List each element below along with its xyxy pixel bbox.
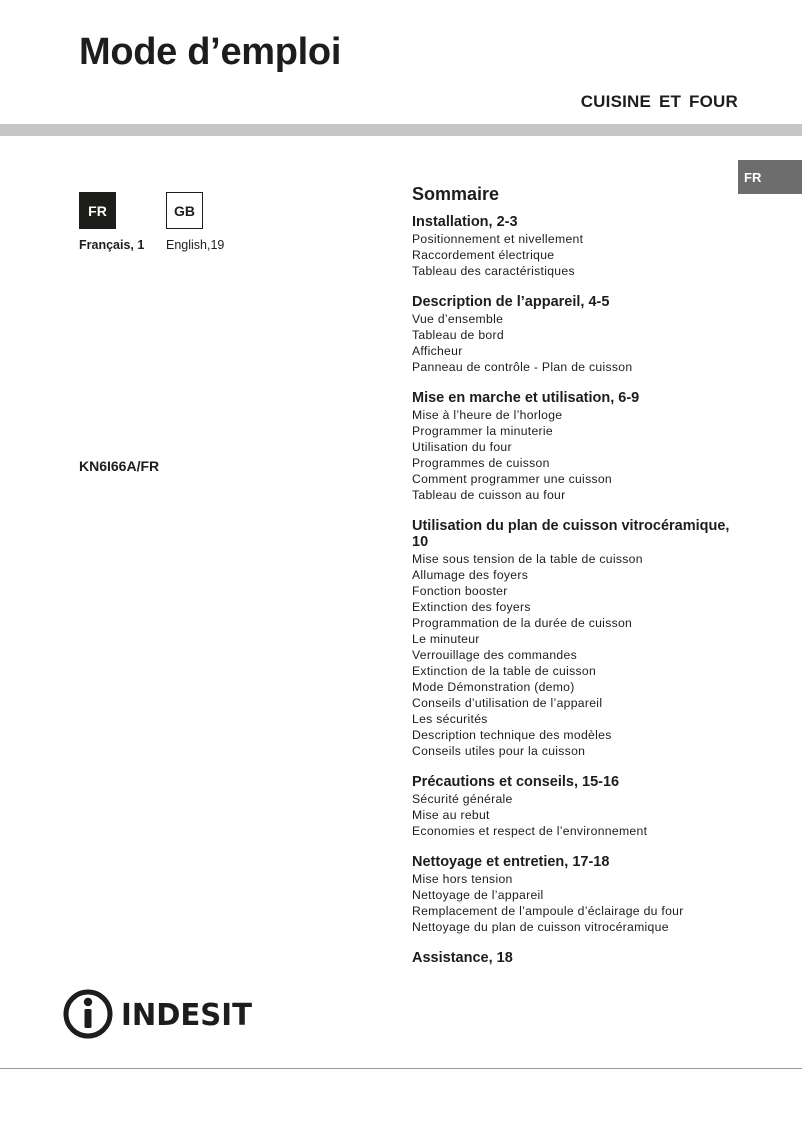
toc-item[interactable]: Comment programmer une cuisson: [412, 472, 613, 486]
toc-item-list: [412, 791, 732, 839]
toc-item[interactable]: Programmer la minuterie: [412, 424, 554, 438]
language-fr-button[interactable]: FR: [79, 192, 116, 229]
page-subtitle: CUISINE ET FOUR: [580, 92, 738, 111]
toc-item-list: [412, 407, 732, 503]
toc-section-heading[interactable]: Installation, 2-3: [412, 214, 518, 230]
toc-item[interactable]: Programmation de la durée de cuisson: [412, 616, 633, 630]
header-divider-band: [0, 124, 802, 136]
toc-item[interactable]: Description technique des modèles: [412, 728, 612, 742]
toc-item[interactable]: Economies et respect de l’environnement: [412, 824, 648, 838]
footer-divider: [0, 1068, 802, 1069]
toc-section-heading[interactable]: Utilisation du plan de cuisson vitrocéramique, 10: [412, 518, 730, 550]
toc-item[interactable]: Conseils d’utilisation de l’appareil: [412, 696, 603, 710]
toc-item[interactable]: Conseils utiles pour la cuisson: [412, 744, 586, 758]
toc-item[interactable]: Nettoyage du plan de cuisson vitrocéramique: [412, 920, 669, 934]
toc-item[interactable]: Positionnement et nivellement: [412, 232, 584, 246]
toc-item[interactable]: Panneau de contrôle - Plan de cuisson: [412, 360, 633, 374]
toc-section: [412, 774, 732, 839]
toc-item[interactable]: Utilisation du four: [412, 440, 512, 454]
toc-item[interactable]: Mise sous tension de la table de cuisson: [412, 552, 643, 566]
toc-item[interactable]: Sécurité générale: [412, 792, 513, 806]
language-gb-label[interactable]: English,19: [166, 238, 225, 252]
page-title: Mode d’emploi: [79, 31, 342, 73]
toc-item[interactable]: Tableau de cuisson au four: [412, 488, 566, 502]
toc-item[interactable]: Mise à l’heure de l’horloge: [412, 408, 563, 422]
toc-item-list: [412, 231, 732, 279]
toc-section: [412, 390, 732, 503]
toc-item[interactable]: Mode Démonstration (demo): [412, 680, 575, 694]
toc-item[interactable]: Raccordement électrique: [412, 248, 555, 262]
toc-section-heading[interactable]: Nettoyage et entretien, 17-18: [412, 854, 610, 870]
toc-item[interactable]: Mise hors tension: [412, 872, 513, 886]
toc-item[interactable]: Vue d’ensemble: [412, 312, 504, 326]
toc-item-list: [412, 551, 732, 759]
toc-item[interactable]: Les sécurités: [412, 712, 488, 726]
language-fr-label[interactable]: Français, 1: [79, 238, 145, 252]
toc-section-heading[interactable]: Description de l’appareil, 4-5: [412, 294, 610, 310]
toc-section: [412, 854, 732, 935]
toc-item[interactable]: Allumage des foyers: [412, 568, 529, 582]
toc-section: [412, 518, 732, 759]
toc-title: Sommaire: [412, 184, 500, 204]
toc-item[interactable]: Tableau de bord: [412, 328, 504, 342]
toc-section-heading[interactable]: Assistance, 18: [412, 950, 513, 966]
toc-item[interactable]: Tableau des caractéristiques: [412, 264, 575, 278]
table-of-contents: [412, 183, 732, 981]
toc-item[interactable]: Afficheur: [412, 344, 463, 358]
toc-item[interactable]: Le minuteur: [412, 632, 480, 646]
toc-item-list: [412, 311, 732, 375]
indesit-logo: [60, 986, 260, 1042]
toc-section: [412, 294, 732, 375]
toc-section-heading[interactable]: Précautions et conseils, 15-16: [412, 774, 620, 790]
toc-item[interactable]: Verrouillage des commandes: [412, 648, 577, 662]
brand-wordmark: INDESIT: [121, 998, 253, 1033]
language-side-tab: FR: [738, 160, 802, 194]
toc-section: [412, 950, 732, 966]
toc-item[interactable]: Programmes de cuisson: [412, 456, 550, 470]
toc-section-heading[interactable]: Mise en marche et utilisation, 6-9: [412, 390, 640, 406]
toc-item[interactable]: Extinction des foyers: [412, 600, 531, 614]
toc-item[interactable]: Fonction booster: [412, 584, 508, 598]
toc-item[interactable]: Remplacement de l’ampoule d’éclairage du four: [412, 904, 684, 918]
toc-item-list: [412, 871, 732, 935]
toc-sections: [412, 214, 732, 966]
toc-item[interactable]: Mise au rebut: [412, 808, 490, 822]
toc-section: [412, 214, 732, 279]
toc-item[interactable]: Extinction de la table de cuisson: [412, 664, 597, 678]
language-gb-button[interactable]: GB: [166, 192, 203, 229]
model-number: KN6I66A/FR: [79, 458, 160, 474]
toc-item[interactable]: Nettoyage de l’appareil: [412, 888, 544, 902]
indesit-info-icon: [60, 986, 260, 1042]
